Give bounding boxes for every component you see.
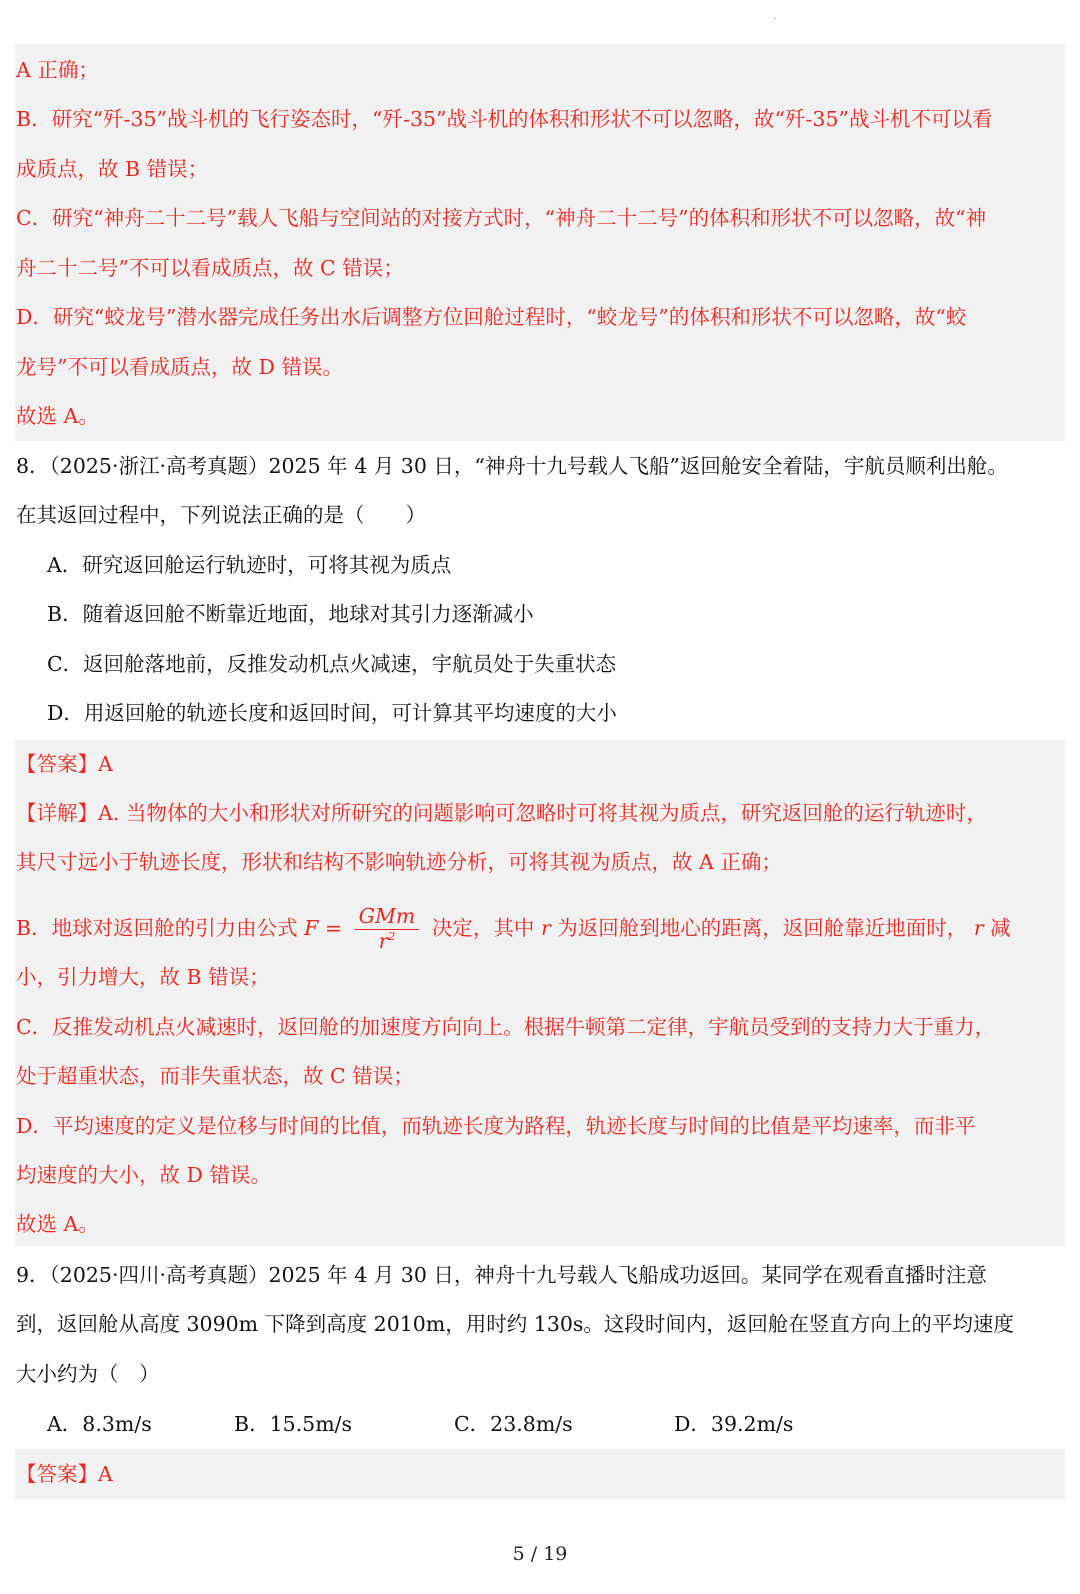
- formula-prefix: B．地球对返回舱的引力由公式: [16, 916, 298, 940]
- fraction-denominator: $r^2$: [378, 929, 396, 953]
- q9-stem-line: 到，返回舱从高度 3090m 下降到高度 2010m，用时约 130s。这段时间内，返回舱在竖直方向上的平均速度: [16, 1312, 1014, 1336]
- answer-label: 【答案】: [16, 1462, 98, 1486]
- q8-detail-line: [16, 788, 987, 838]
- formula-suffix: 决定，其中: [431, 916, 535, 940]
- detail-text: A. 当物体的大小和形状对所研究的问题影响可忽略时可将其视为质点，研究返回舱的运行轨迹时，: [98, 801, 987, 825]
- q8-detail-line: 处于超重状态，而非失重状态，故 C 错误；: [16, 1064, 414, 1088]
- answer-value: A: [98, 752, 113, 776]
- q8-option-a: A．研究返回舱运行轨迹时，可将其视为质点: [47, 553, 452, 577]
- prev-explanation-line: 舟二十二号”不可以看成质点，故 C 错误；: [16, 256, 404, 280]
- q9-stem-line: 9．（2025·四川·高考真题）2025 年 4 月 30 日，神舟十九号载人飞船成功返回。某同学在观看直播时注意: [16, 1263, 987, 1287]
- q9-answer: [16, 1449, 113, 1499]
- q8-detail-line: 均速度的大小，故 D 错误。: [16, 1163, 271, 1187]
- q9-option-c: C．23.8m/s: [454, 1412, 573, 1436]
- prev-conclusion: 故选 A。: [16, 404, 99, 428]
- prev-explanation-line: C．研究“神舟二十二号”载人飞船与空间站的对接方式时，“神舟二十二号”的体积和形状不可以忽略，故“神: [16, 206, 987, 230]
- fraction-numerator: GMm: [355, 905, 420, 930]
- q8-stem-line: 在其返回过程中，下列说法正确的是（ ）: [16, 503, 426, 527]
- formula-suffix: 为返回舱到地心的距离，返回舱靠近地面时，: [557, 916, 968, 940]
- prev-explanation-line: D．研究“蛟龙号”潜水器完成任务出水后调整方位回舱过程时，“蛟龙号”的体积和形状不可以忽略，故“蛟: [16, 305, 967, 329]
- q8-option-b: B．随着返回舱不断靠近地面，地球对其引力逐渐减小: [47, 602, 534, 626]
- prev-explanation-line: 成质点，故 B 错误；: [16, 157, 209, 181]
- q9-option-b: B．15.5m/s: [234, 1412, 353, 1436]
- q8-option-c: C．返回舱落地前，反推发动机点火减速，宇航员处于失重状态: [47, 652, 617, 676]
- answer-value: A: [98, 1462, 113, 1486]
- q8-detail-line: 其尺寸远小于轨迹长度，形状和结构不影响轨迹分析，可将其视为质点，故 A 正确；: [16, 850, 782, 874]
- detail-label: 【详解】: [16, 801, 98, 825]
- q8-conclusion: 故选 A。: [16, 1212, 99, 1236]
- q9-stem-line: 大小约为（ ）: [16, 1362, 160, 1386]
- q8-answer: [16, 739, 113, 789]
- q9-option-d: D．39.2m/s: [674, 1412, 794, 1436]
- q8-detail-line: 小，引力增大，故 B 错误；: [16, 965, 270, 989]
- q8-detail-line: C．反推发动机点火减速时，返回舱的加速度方向向上。根据牛顿第二定律，宇航员受到的支持力大于重力，: [16, 1015, 996, 1039]
- prev-explanation-line: 龙号”不可以看成质点，故 D 错误。: [16, 355, 343, 379]
- q8-option-d: D．用返回舱的轨迹长度和返回时间，可计算其平均速度的大小: [47, 701, 617, 725]
- header-dot: ·: [773, 14, 777, 25]
- q9-answer-block: [15, 1449, 1065, 1499]
- prev-explanation-line: A 正确；: [16, 58, 99, 82]
- answer-label: 【答案】: [16, 752, 98, 776]
- prev-explanation-line: B．研究“歼-35”战斗机的飞行姿态时，“歼-35”战斗机的体积和形状不可以忽略，故“歼-35”战斗机不可以看: [16, 107, 993, 131]
- gravity-fraction: [355, 905, 420, 953]
- q8-stem-line: 8．（2025·浙江·高考真题）2025 年 4 月 30 日，“神舟十九号载人飞船”返回舱安全着陆，宇航员顺利出舱。: [16, 454, 1008, 478]
- q9-option-a: A．8.3m/s: [47, 1412, 152, 1436]
- formula-lhs: F =: [304, 916, 343, 940]
- formula-var-r: r: [540, 916, 551, 940]
- formula-suffix: 减: [990, 916, 1011, 940]
- q8-detail-line: D．平均速度的定义是位移与时间的比值，而轨迹长度为路程，轨迹长度与时间的比值是平均速率，而非平: [16, 1114, 976, 1138]
- page-number: 5 / 19: [512, 1543, 568, 1565]
- formula-var-r: r: [973, 916, 984, 940]
